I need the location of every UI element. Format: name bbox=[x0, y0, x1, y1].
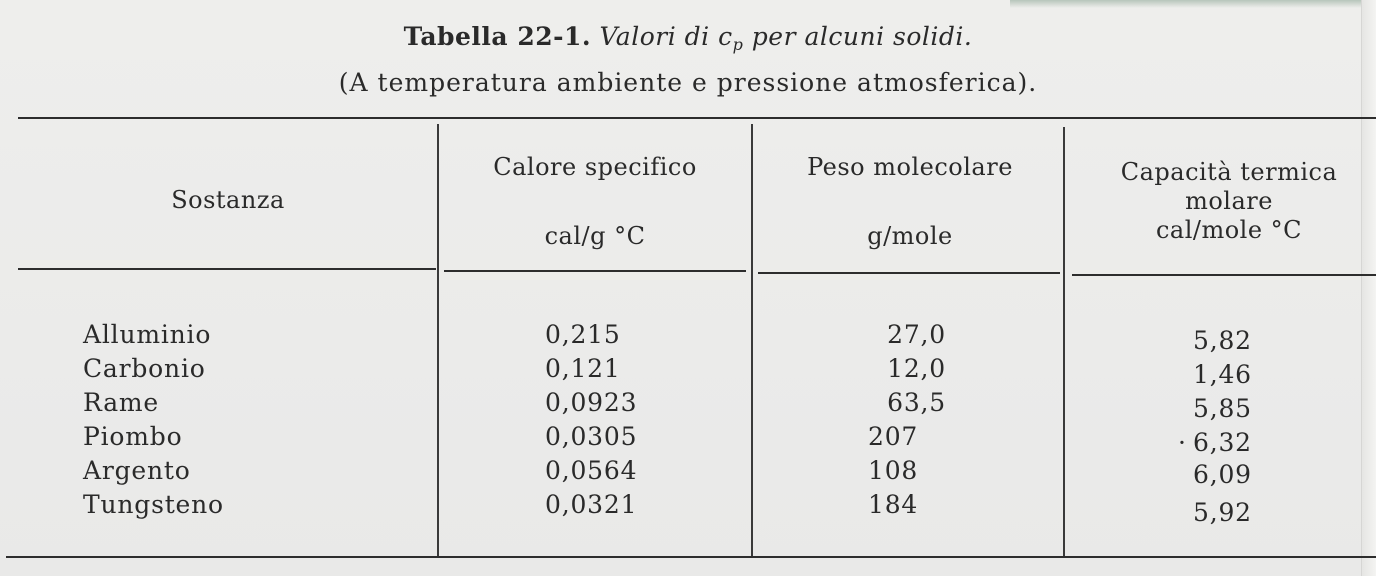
bottom-rule bbox=[6, 556, 1376, 558]
header-capacita-molare: molare bbox=[1185, 186, 1273, 215]
cell-calore: 0,215 bbox=[545, 320, 621, 349]
header-rule-1 bbox=[18, 268, 436, 270]
caption-text-start: Valori di c bbox=[599, 22, 733, 51]
table-caption bbox=[599, 22, 973, 54]
cell-calore: 0,0305 bbox=[545, 422, 638, 451]
cell-peso: 207 bbox=[868, 422, 919, 451]
table-subtitle: (A temperatura ambiente e pressione atmosferica). bbox=[338, 68, 1038, 97]
header-calore-unit: cal/g °C bbox=[544, 221, 646, 250]
cell-sostanza: Rame bbox=[83, 388, 160, 417]
table-row bbox=[0, 388, 1376, 422]
cell-peso: 184 bbox=[868, 490, 919, 519]
table-title bbox=[0, 22, 1376, 54]
cell-capacita: 6,09 bbox=[1193, 460, 1252, 489]
ink-dot-mark: · bbox=[1178, 428, 1187, 457]
cell-peso: 27,0 bbox=[887, 320, 946, 349]
caption-text-end: per alcuni solidi. bbox=[743, 22, 973, 51]
header-capacita-termica bbox=[1066, 158, 1376, 244]
cell-sostanza: Argento bbox=[83, 456, 191, 485]
header-rule-4 bbox=[1072, 274, 1376, 276]
header-calore-specifico bbox=[440, 153, 750, 251]
cell-capacita: 1,46 bbox=[1193, 360, 1252, 389]
header-rule-3 bbox=[758, 272, 1060, 274]
cell-sostanza: Piombo bbox=[83, 422, 183, 451]
table-row bbox=[0, 490, 1376, 527]
cell-capacita: 5,85 bbox=[1193, 394, 1252, 423]
header-peso-molecolare bbox=[755, 153, 1065, 251]
cell-calore: 0,121 bbox=[545, 354, 621, 383]
header-rule-2 bbox=[444, 270, 746, 272]
scan-edge-smudge bbox=[1010, 0, 1376, 8]
cell-capacita: 6,32 bbox=[1193, 428, 1252, 457]
cell-sostanza: Tungsteno bbox=[83, 490, 224, 519]
header-peso-title: Peso molecolare bbox=[807, 153, 1013, 181]
table-row bbox=[0, 422, 1376, 456]
header-sostanza: Sostanza bbox=[171, 186, 285, 214]
header-capacita-unit: cal/mole °C bbox=[1155, 215, 1303, 244]
table-row bbox=[0, 456, 1376, 490]
cell-peso: 108 bbox=[868, 456, 919, 485]
cell-peso: 12,0 bbox=[887, 354, 946, 383]
cell-sostanza: Carbonio bbox=[83, 354, 206, 383]
top-rule bbox=[18, 117, 1376, 119]
cell-calore: 0,0564 bbox=[545, 456, 638, 485]
header-peso-unit: g/mole bbox=[867, 221, 953, 250]
header-capacita-title: Capacità termica bbox=[1120, 158, 1338, 186]
cell-sostanza: Alluminio bbox=[83, 320, 212, 349]
caption-subscript: p bbox=[732, 35, 744, 54]
cell-capacita: 5,92 bbox=[1193, 498, 1252, 527]
cell-calore: 0,0321 bbox=[545, 490, 638, 519]
cell-capacita: 5,82 bbox=[1193, 326, 1252, 355]
table-row bbox=[0, 320, 1376, 354]
cell-calore: 0,0923 bbox=[545, 388, 638, 417]
cell-peso: 63,5 bbox=[887, 388, 946, 417]
header-calore-title: Calore specifico bbox=[493, 153, 697, 181]
table-row bbox=[0, 354, 1376, 388]
table-number-label: Tabella 22-1. bbox=[403, 22, 592, 51]
